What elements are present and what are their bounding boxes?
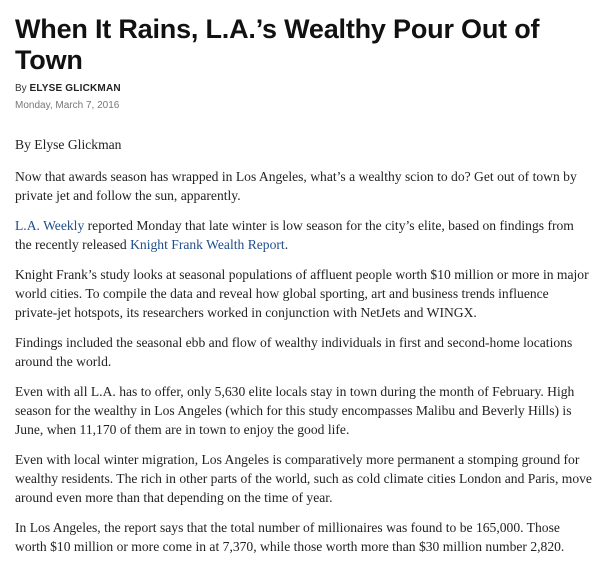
article-title: When It Rains, L.A.’s Wealthy Pour Out of Town xyxy=(15,14,540,75)
paragraph-2-text-2: . xyxy=(284,237,289,252)
knight-frank-wealth-report-link[interactable]: Knight Frank Wealth Report xyxy=(130,237,285,252)
paragraph-7: In Los Angeles, the report says that the total number of millionaires was found to be 165,000. Those worth $10 million or more come in at 7,370, while those worth more than $30 million number 2,820. xyxy=(15,520,565,554)
paragraph-5: Even with all L.A. has to offer, only 5,630 elite locals stay in town during the month of February. High season for the wealthy in Los Angeles (which for this study encompasses Malibu and Beverly Hills) is June, when 11,170 of them are in town to enjoy the good life. xyxy=(15,384,575,437)
paragraph-2-text-1: reported Monday that late winter is low season for the city’s elite, based on findings from the recently released xyxy=(15,218,574,252)
paragraph-6: Even with local winter migration, Los Angeles is comparatively more permanent a stomping ground for wealthy residents. The rich in other parts of the world, such as cold climate cities London and Paris, move around even more than that depending on the time of year. xyxy=(15,452,592,505)
paragraph-3: Knight Frank’s study looks at seasonal populations of affluent people worth $10 million or more in major world cities. To compile the data and reveal how global sporting, art and business trends influence private-jet hotspots, its researchers worked in conjunction with NetJets and WINGX. xyxy=(15,267,589,320)
paragraph-1: Now that awards season has wrapped in Los Angeles, what’s a wealthy scion to do? Get out of town by private jet and follow the sun, apparently. xyxy=(15,169,577,203)
paragraph-4: Findings included the seasonal ebb and flow of wealthy individuals in first and second-home locations around the world. xyxy=(15,335,573,369)
byline-prefix: By xyxy=(15,83,27,94)
article xyxy=(15,14,595,567)
article-body xyxy=(15,135,593,556)
paragraph-2 xyxy=(15,216,593,254)
byline-author-link[interactable]: ELYSE GLICKMAN xyxy=(29,83,121,94)
body-byline: By Elyse Glickman xyxy=(15,137,122,152)
byline xyxy=(15,82,595,95)
publish-date: Monday, March 7, 2016 xyxy=(15,100,120,111)
la-weekly-link[interactable]: L.A. Weekly xyxy=(15,218,85,233)
